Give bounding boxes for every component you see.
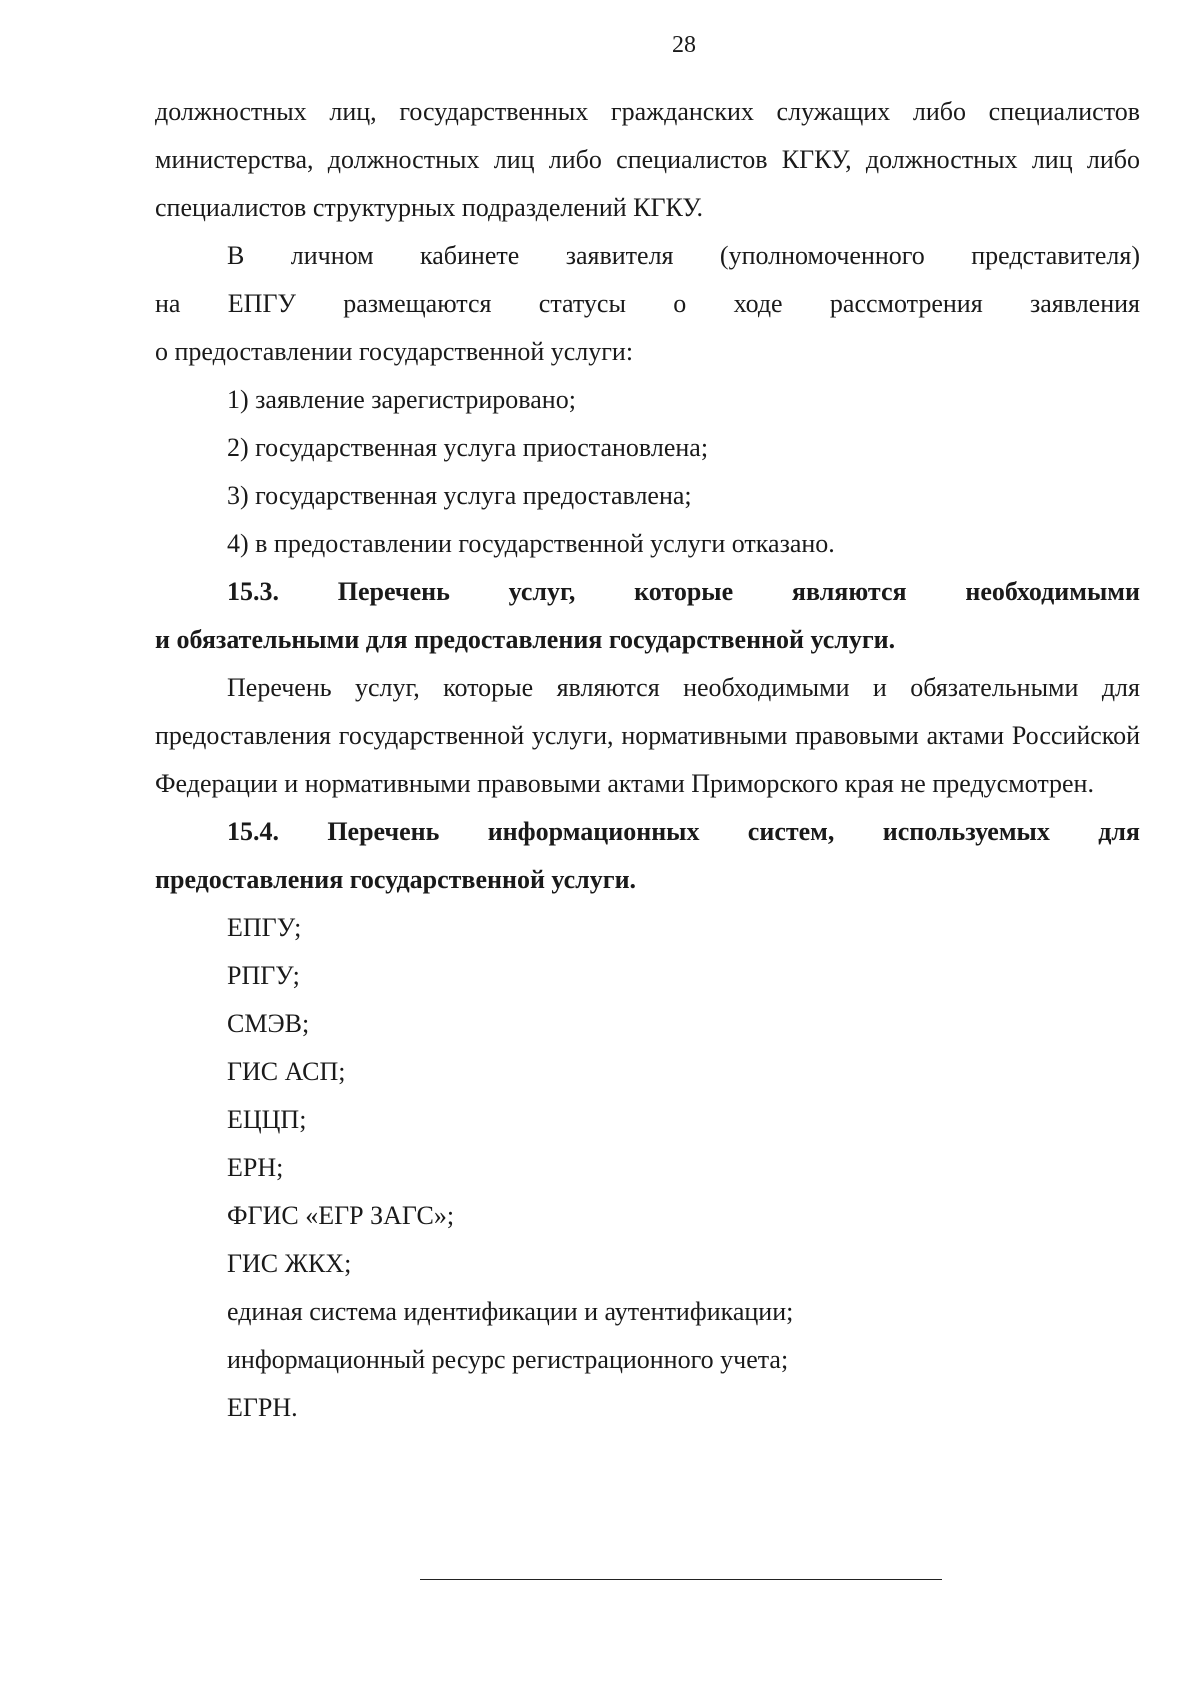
- status-item: 3) государственная услуга предоставлена;: [227, 481, 692, 510]
- status-list: [155, 376, 1140, 568]
- status-item: 2) государственная услуга приостановлена;: [227, 433, 709, 462]
- end-divider-line: [420, 1579, 942, 1580]
- system-item: ЕРН;: [227, 1153, 284, 1182]
- section-15-3-body: Перечень услуг, которые являются необходимыми и обязательными для предоставления государственной услуги, нормативными правовыми актами Российской Федерации и нормативными правовыми актами Приморского края не предусмотрен.: [155, 673, 1140, 798]
- system-item: ЕПГУ;: [227, 913, 302, 942]
- system-item: РПГУ;: [227, 961, 300, 990]
- system-item: ЕГРН.: [227, 1393, 298, 1422]
- paragraph-personal-cabinet-line3: о предоставлении государственной услуги:: [155, 337, 634, 366]
- page-number: 28: [672, 32, 696, 58]
- system-item: ФГИС «ЕГР ЗАГС»;: [227, 1201, 455, 1230]
- system-item: СМЭВ;: [227, 1009, 310, 1038]
- system-item: ЕЦЦП;: [227, 1105, 307, 1134]
- section-15-4-heading-line2: предоставления государственной услуги.: [155, 865, 637, 894]
- systems-list: [155, 904, 1140, 1432]
- system-item: ГИС ЖКХ;: [227, 1249, 352, 1278]
- section-15-3-heading-line1: 15.3. Перечень услуг, которые являются необходимыми: [227, 577, 1140, 606]
- system-item: единая система идентификации и аутентификации;: [227, 1297, 794, 1326]
- status-item: 4) в предоставлении государственной услуги отказано.: [227, 529, 835, 558]
- section-15-3-heading-line2: и обязательными для предоставления государственной услуги.: [155, 625, 896, 654]
- document-body: [155, 88, 1140, 1432]
- section-15-4-heading-line1: 15.4. Перечень информационных систем, используемых для: [227, 817, 1140, 846]
- paragraph-personal-cabinet-line1: В личном кабинете заявителя (уполномоченного представителя): [227, 241, 1140, 270]
- paragraph-personal-cabinet-line2: на ЕПГУ размещаются статусы о ходе рассмотрения заявления: [155, 289, 1140, 318]
- system-item: информационный ресурс регистрационного учета;: [227, 1345, 789, 1374]
- paragraph-officials: должностных лиц, государственных гражданских служащих либо специалистов министерства, должностных лиц либо специалистов КГКУ, должностных лиц либо специалистов структурных подразделений КГКУ.: [155, 97, 1140, 222]
- system-item: ГИС АСП;: [227, 1057, 346, 1086]
- status-item: 1) заявление зарегистрировано;: [227, 385, 576, 414]
